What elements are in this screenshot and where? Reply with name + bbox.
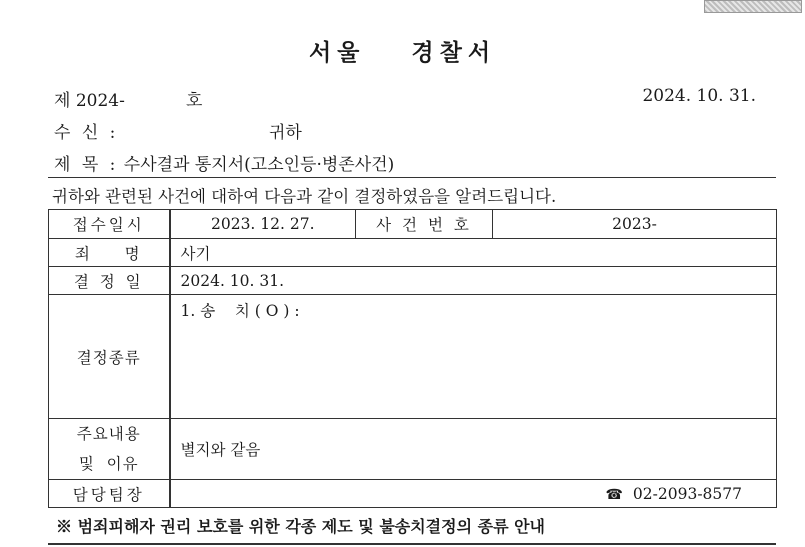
notice-heading: ※ 범죄피해자 권리 보호를 위한 각종 제도 및 불송치결정의 종류 안내 <box>56 517 546 536</box>
officer-contact <box>170 480 777 508</box>
charge-label: 죄 명 <box>49 239 170 267</box>
subject-value: 수사결과 통지서(고소인등·병존사건) <box>123 155 395 175</box>
received-date-value: 2023. 12. 27. <box>170 210 356 239</box>
phone-icon: ☎ <box>605 486 623 503</box>
decision-type-value: 1. 송 치 ( O ) : <box>170 295 777 419</box>
reason-label-line1: 주요내용 <box>76 425 141 443</box>
recipient-value: 귀하 <box>269 123 302 143</box>
title-station-name: 경찰서 <box>411 39 497 66</box>
intro-text: 귀하와 관련된 사건에 대하여 다음과 같이 결정하였음을 알려드립니다. <box>52 187 557 206</box>
table-row <box>49 210 777 239</box>
document-number-suffix: 호 <box>186 91 203 111</box>
subject-line <box>54 150 394 175</box>
decision-date-label: 결 정 일 <box>49 267 170 295</box>
table-row <box>49 480 777 508</box>
table-row <box>49 239 777 267</box>
reason-label <box>49 419 170 480</box>
document-number-prefix: 제 2024- <box>54 91 125 111</box>
bottom-divider <box>48 543 776 545</box>
officer-phone: 02-2093-8577 <box>632 484 742 503</box>
case-number-value: 2023- <box>493 210 777 239</box>
result-table <box>48 209 777 508</box>
recipient-label: 수 신 : <box>54 123 119 143</box>
decision-type-label: 결정종류 <box>49 295 170 419</box>
barcode-stamp <box>704 0 802 13</box>
table-row <box>49 419 777 480</box>
table-row <box>49 295 777 419</box>
document-date: 2024. 10. 31. <box>642 86 756 106</box>
subject-label: 제 목 : <box>54 155 119 175</box>
officer-label: 담당팀장 <box>49 480 170 508</box>
case-number-label: 사 건 번 호 <box>356 210 493 239</box>
decision-date-value: 2024. 10. 31. <box>170 267 777 295</box>
document-title <box>0 34 805 67</box>
header-divider <box>48 177 776 178</box>
received-date-label: 접수일시 <box>49 210 170 239</box>
table-row <box>49 267 777 295</box>
charge-value: 사기 <box>170 239 777 267</box>
reason-value: 별지와 같음 <box>170 419 777 480</box>
title-station-city: 서울 <box>308 39 366 66</box>
reason-label-line2: 및 이유 <box>78 455 139 473</box>
